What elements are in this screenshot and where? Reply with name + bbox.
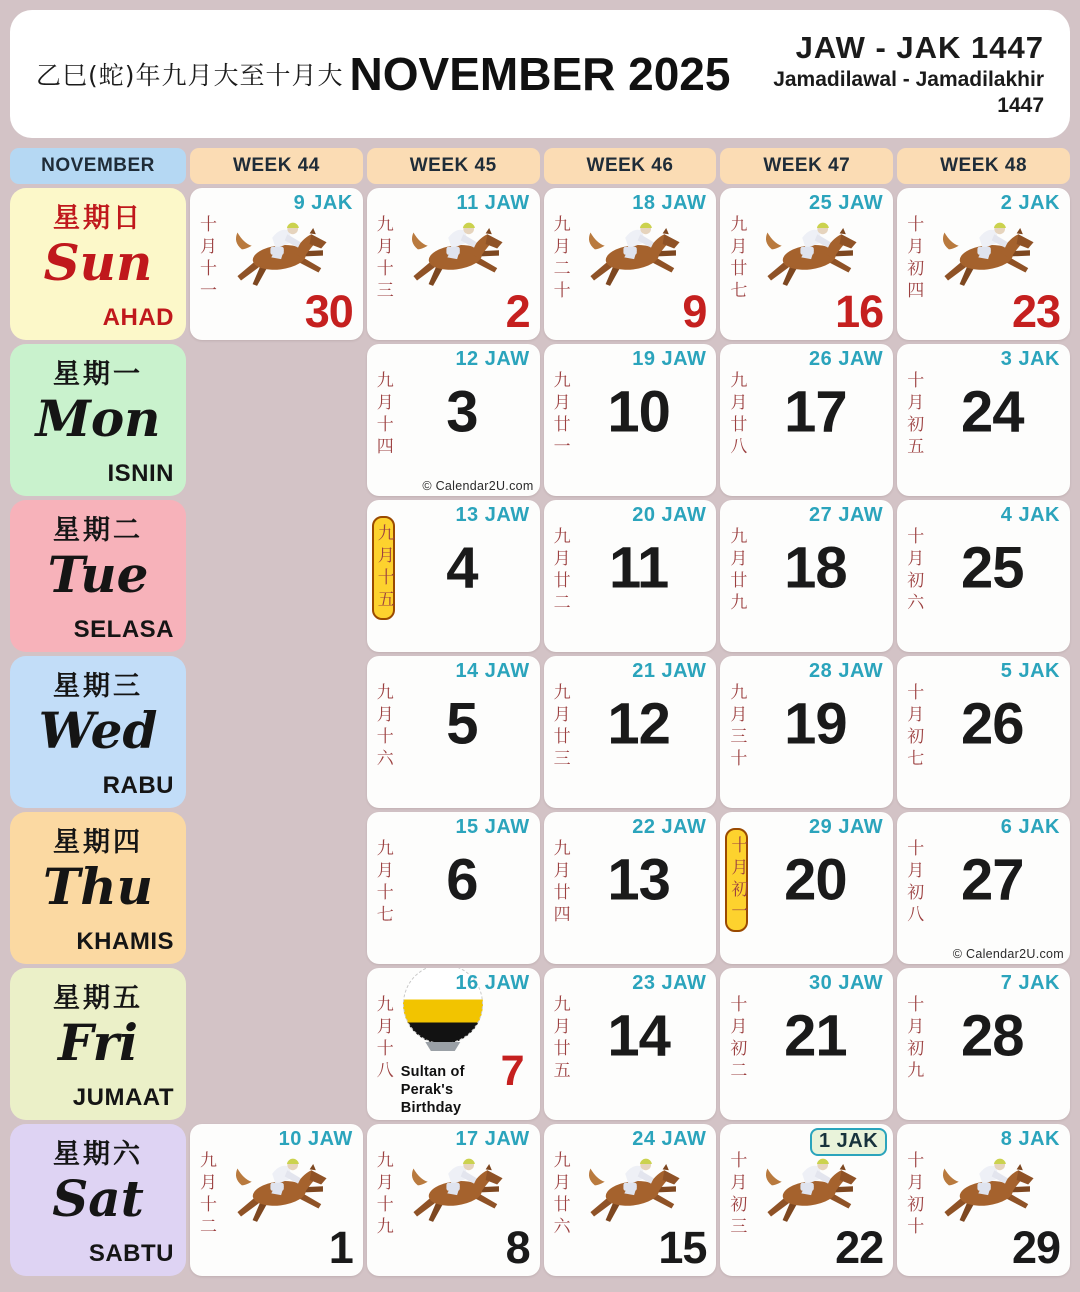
lunar-date: 九月廿八 [726, 371, 747, 459]
gregorian-day-number: 3 [446, 379, 478, 445]
gregorian-day-number: 18 [784, 535, 847, 601]
calendar-day-cell [367, 1124, 540, 1276]
day-name-malay: JUMAAT [72, 1084, 174, 1111]
lunar-date: 九月廿四 [549, 839, 570, 927]
gregorian-day-number: 16 [835, 286, 884, 337]
day-name-malay: ISNIN [107, 460, 174, 487]
hijri-date: 13 JAW [455, 504, 530, 526]
gregorian-day-number: 23 [1011, 286, 1060, 337]
watermark: © Calendar2U.com [422, 479, 534, 493]
hijri-range-short: JAW - JAK 1447 [795, 30, 1044, 66]
day-name-malay: AHAD [102, 304, 174, 331]
hijri-date: 27 JAW [809, 504, 884, 526]
gregorian-day-number: 22 [835, 1222, 884, 1273]
lunar-date: 九月廿五 [549, 995, 570, 1083]
day-name-english: Wed [38, 701, 158, 760]
day-name-chinese: 星期三 [53, 671, 143, 702]
empty-cell [190, 968, 363, 1120]
gregorian-day-number: 24 [960, 379, 1024, 445]
day-label-wed [10, 656, 186, 808]
gregorian-day-number: 14 [607, 1003, 670, 1069]
lunar-date: 九月十二 [196, 1151, 216, 1239]
gregorian-day-number: 6 [446, 847, 478, 913]
hijri-date: 26 JAW [809, 348, 884, 370]
hijri-date: 12 JAW [455, 348, 530, 370]
holiday-label: Sultan of Perak's Birthday [400, 1063, 465, 1116]
hijri-date: 24 JAW [632, 1128, 707, 1150]
gregorian-day-number: 17 [784, 379, 847, 445]
calendar-day-cell [720, 968, 893, 1120]
gregorian-day-number: 30 [304, 286, 353, 337]
lunar-date: 九月十四 [372, 371, 393, 459]
hijri-date: 2 JAK [1000, 192, 1060, 214]
hijri-date: 18 JAW [632, 192, 707, 214]
day-name-chinese: 星期日 [53, 203, 143, 234]
day-name-english: Thu [43, 857, 153, 916]
calendar-day-cell [544, 812, 717, 964]
gregorian-day-number: 29 [1011, 1222, 1060, 1273]
week-number-tab-48: WEEK 48 [897, 148, 1070, 184]
week-number-tab-46: WEEK 46 [544, 148, 717, 184]
gregorian-day-number: 10 [607, 379, 670, 445]
gregorian-day-number: 4 [446, 535, 478, 601]
gregorian-day-number: 12 [607, 691, 670, 757]
lunar-date: 九月廿六 [549, 1151, 570, 1239]
racehorse-icon [409, 221, 507, 298]
lunar-date: 十月初八 [903, 839, 924, 927]
calendar-day-cell [544, 500, 717, 652]
day-name-chinese: 星期二 [53, 515, 143, 546]
lunar-date: 九月十三 [372, 215, 393, 303]
gregorian-day-number: 15 [658, 1222, 707, 1273]
day-label-fri [10, 968, 186, 1120]
lunar-date: 九月廿九 [726, 527, 747, 615]
empty-cell [190, 500, 363, 652]
day-name-malay: SABTU [88, 1240, 174, 1267]
calendar-day-cell [897, 1124, 1070, 1276]
calendar-day-cell [720, 188, 893, 340]
lunar-date: 十月初九 [903, 995, 924, 1083]
gregorian-day-number: 21 [784, 1003, 847, 1069]
gregorian-day-number: 5 [446, 691, 478, 757]
lunar-date: 十月初五 [903, 371, 924, 459]
hijri-date: 21 JAW [632, 660, 707, 682]
empty-cell [190, 344, 363, 496]
calendar-day-cell [897, 344, 1070, 496]
hijri-date: 6 JAK [1000, 816, 1060, 838]
gregorian-day-number: 20 [784, 847, 847, 913]
lunar-date: 九月廿三 [549, 683, 570, 771]
day-name-english: Fri [58, 1013, 138, 1072]
hijri-date-new-month: 1 JAK [810, 1128, 887, 1156]
lunar-date: 十月十一 [196, 215, 216, 303]
day-label-tue [10, 500, 186, 652]
calendar-day-cell [544, 1124, 717, 1276]
racehorse-icon [409, 1157, 507, 1234]
gregorian-day-number: 7 [500, 1047, 524, 1095]
hijri-date: 19 JAW [632, 348, 707, 370]
day-label-thu [10, 812, 186, 964]
calendar-day-cell [897, 812, 1070, 964]
gregorian-day-number: 8 [505, 1222, 530, 1273]
calendar-day-cell [720, 656, 893, 808]
hijri-date: 4 JAK [1000, 504, 1060, 526]
empty-cell [190, 656, 363, 808]
calendar-day-cell [720, 1124, 893, 1276]
lunar-date: 九月廿二 [549, 527, 570, 615]
calendar-day-cell [720, 812, 893, 964]
day-name-chinese: 星期五 [53, 983, 143, 1014]
hijri-date: 11 JAW [456, 192, 530, 214]
perak-flag-base [420, 1042, 466, 1051]
calendar-day-cell [367, 968, 540, 1120]
calendar-day-cell [367, 656, 540, 808]
week-number-tab-45: WEEK 45 [367, 148, 540, 184]
hijri-date: 20 JAW [632, 504, 707, 526]
racehorse-icon [233, 1157, 331, 1234]
calendar-day-cell [544, 968, 717, 1120]
hijri-date: 3 JAK [1000, 348, 1060, 370]
lunar-date: 十月初三 [726, 1151, 747, 1239]
hijri-date: 30 JAW [809, 972, 884, 994]
hijri-date: 15 JAW [455, 816, 530, 838]
month-name-tab: NOVEMBER [10, 148, 186, 184]
gregorian-day-number: 27 [960, 847, 1024, 913]
calendar-day-cell [544, 188, 717, 340]
calendar-day-cell [897, 968, 1070, 1120]
hijri-date: 5 JAK [1000, 660, 1060, 682]
lunar-date: 九月廿七 [726, 215, 747, 303]
racehorse-icon [586, 221, 684, 298]
watermark: © Calendar2U.com [952, 947, 1064, 961]
day-label-mon [10, 344, 186, 496]
gregorian-day-number: 28 [960, 1003, 1024, 1069]
hijri-date: 8 JAK [1000, 1128, 1060, 1150]
calendar-day-cell [897, 656, 1070, 808]
lunar-date: 十月初六 [903, 527, 924, 615]
empty-cell [190, 812, 363, 964]
day-name-malay: KHAMIS [76, 928, 174, 955]
calendar-grid [10, 148, 1070, 1276]
month-title: NOVEMBER 2025 [349, 48, 731, 100]
calendar-day-cell [367, 188, 540, 340]
lunar-date: 九月廿一 [549, 371, 570, 459]
hijri-date: 28 JAW [809, 660, 884, 682]
hijri-date: 9 JAK [293, 192, 353, 214]
calendar-day-cell [190, 188, 363, 340]
gregorian-day-number: 9 [682, 286, 707, 337]
day-name-english: Sat [52, 1169, 144, 1228]
hijri-date: 7 JAK [1000, 972, 1060, 994]
hijri-header [773, 29, 1044, 118]
week-number-tab-44: WEEK 44 [190, 148, 363, 184]
lunar-date: 九月十八 [372, 995, 393, 1083]
day-label-sun [10, 188, 186, 340]
lunar-date: 十月初四 [903, 215, 924, 303]
gregorian-day-number: 26 [960, 691, 1024, 757]
lunar-date: 十月初七 [903, 683, 924, 771]
calendar-day-cell [367, 500, 540, 652]
calendar-day-cell [720, 344, 893, 496]
gregorian-day-number: 2 [505, 286, 530, 337]
day-name-chinese: 星期六 [53, 1139, 143, 1170]
hijri-date: 25 JAW [809, 192, 884, 214]
day-name-english: Mon [35, 389, 161, 448]
hijri-date: 10 JAW [278, 1128, 353, 1150]
hijri-date: 16 JAW [455, 972, 530, 994]
lunar-year-label: 乙巳(蛇)年九月大至十月大 [36, 61, 344, 90]
hijri-range-long: Jamadilawal - Jamadilakhir [773, 68, 1044, 92]
lunar-date: 九月十九 [372, 1151, 393, 1239]
gregorian-day-number: 1 [328, 1222, 353, 1273]
calendar-day-cell [897, 188, 1070, 340]
hijri-date: 23 JAW [632, 972, 707, 994]
calendar-header [10, 10, 1070, 138]
lunar-date: 九月十六 [372, 683, 393, 771]
calendar-day-cell [367, 812, 540, 964]
hijri-year: 1447 [997, 93, 1044, 117]
day-label-sat [10, 1124, 186, 1276]
calendar-day-cell [367, 344, 540, 496]
day-name-english: Sun [43, 233, 153, 292]
day-name-malay: RABU [102, 772, 174, 799]
hijri-date: 17 JAW [455, 1128, 530, 1150]
lunar-date-highlight: 十月初一 [725, 828, 748, 932]
lunar-date: 九月十七 [372, 839, 393, 927]
lunar-date-highlight: 九月十五 [372, 516, 395, 620]
calendar-day-cell [897, 500, 1070, 652]
lunar-date: 九月三十 [726, 683, 747, 771]
calendar-day-cell [544, 344, 717, 496]
week-number-tab-47: WEEK 47 [720, 148, 893, 184]
hijri-date: 29 JAW [809, 816, 884, 838]
day-name-chinese: 星期一 [53, 359, 143, 390]
day-name-english: Tue [47, 545, 149, 604]
hijri-date: 22 JAW [632, 816, 707, 838]
calendar-day-cell [544, 656, 717, 808]
gregorian-day-number: 25 [960, 535, 1024, 601]
lunar-date: 九月二十 [549, 215, 570, 303]
day-name-malay: SELASA [73, 616, 174, 643]
gregorian-day-number: 11 [608, 535, 669, 601]
gregorian-day-number: 13 [607, 847, 670, 913]
calendar-day-cell [720, 500, 893, 652]
lunar-date: 十月初二 [726, 995, 747, 1083]
hijri-date: 14 JAW [455, 660, 530, 682]
lunar-date: 十月初十 [903, 1151, 924, 1239]
calendar-day-cell [190, 1124, 363, 1276]
gregorian-day-number: 19 [784, 691, 847, 757]
day-name-chinese: 星期四 [53, 827, 143, 858]
